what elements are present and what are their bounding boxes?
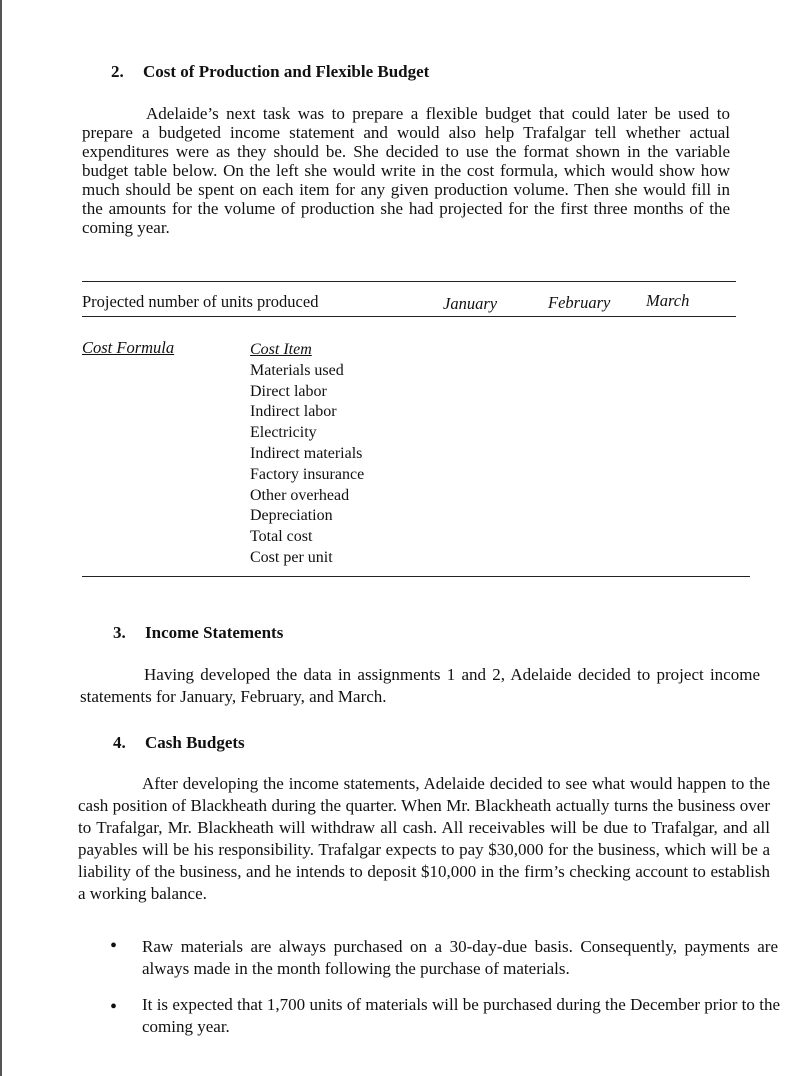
month-march: March [646, 291, 690, 310]
cost-item-materials-used: Materials used [250, 361, 344, 379]
cost-item-list [250, 340, 364, 569]
month-february: February [548, 293, 611, 312]
bullet-1-dot: • [110, 935, 118, 957]
cost-item-factory-insurance: Factory insurance [250, 465, 365, 483]
section-4-number: 4. [113, 733, 126, 752]
month-january: January [443, 294, 498, 313]
section-4-heading [113, 733, 245, 753]
section-2-title: Cost of Production and Flexible Budget [143, 62, 430, 81]
section-2-number: 2. [111, 62, 124, 81]
cost-item-cost-per-unit: Cost per unit [250, 548, 333, 566]
section-4-paragraph [78, 773, 770, 905]
projected-units-label: Projected number of units produced [82, 292, 319, 311]
cost-item-indirect-materials: Indirect materials [250, 444, 363, 462]
table-top-rule [82, 281, 736, 282]
cost-item-header: Cost Item [250, 341, 312, 358]
section-3-paragraph [80, 664, 760, 708]
section-3-text: Having developed the data in assignments 1 and 2, Adelaide decided to project income statements for January, February, and March. [80, 665, 760, 706]
section-4-title: Cash Budgets [145, 733, 245, 752]
bullet-2-text: It is expected that 1,700 units of materials will be purchased during the December prior to the coming year. [142, 995, 780, 1036]
cost-item-electricity: Electricity [250, 424, 317, 442]
section-2-text: Adelaide’s next task was to prepare a flexible budget that could later be used to prepare a budgeted income statement and would also help Trafalgar tell whether actual expenditures were as they should be. She decided to use the format shown in the variable budget table below. On the left she would write in the cost formula, which would show how much should be spent on each item for any given production volume. Then she would fill in the amounts for the volume of production she had projected for the first three months of the coming year. [82, 104, 730, 237]
table-bottom-rule [82, 576, 750, 577]
cost-item-depreciation: Depreciation [250, 507, 333, 525]
cost-item-direct-labor: Direct labor [250, 382, 327, 400]
section-3-number: 3. [113, 623, 126, 642]
cost-formula-header: Cost Formula [82, 338, 175, 357]
page-left-edge [0, 0, 2, 1076]
cost-item-total-cost: Total cost [250, 528, 313, 546]
cost-item-indirect-labor: Indirect labor [250, 403, 337, 421]
section-3-title: Income Statements [145, 623, 284, 642]
section-3-heading [113, 623, 283, 643]
section-4-text: After developing the income statements, Adelaide decided to see what would happen to the cash position of Blackheath during the quarter. When Mr. Blackheath actually turns the business over to Trafalgar, Mr. Blackheath will withdraw all cash. All receivables will be due to Trafalgar, and all payables will be his responsibility. Trafalgar expects to pay $30,000 for the business, which will be a liability of the business, and he intends to deposit $10,000 in the firm’s checking account to establish a working balance. [78, 774, 770, 903]
bullet-1-text: Raw materials are always purchased on a 30-day-due basis. Consequently, payments are always made in the month following the purchase of materials. [142, 937, 778, 978]
section-2-paragraph [82, 104, 730, 237]
table-header-rule [82, 316, 736, 317]
bullet-2-dot: • [110, 996, 118, 1018]
section-2-heading [111, 62, 429, 82]
cost-item-other-overhead: Other overhead [250, 486, 350, 504]
